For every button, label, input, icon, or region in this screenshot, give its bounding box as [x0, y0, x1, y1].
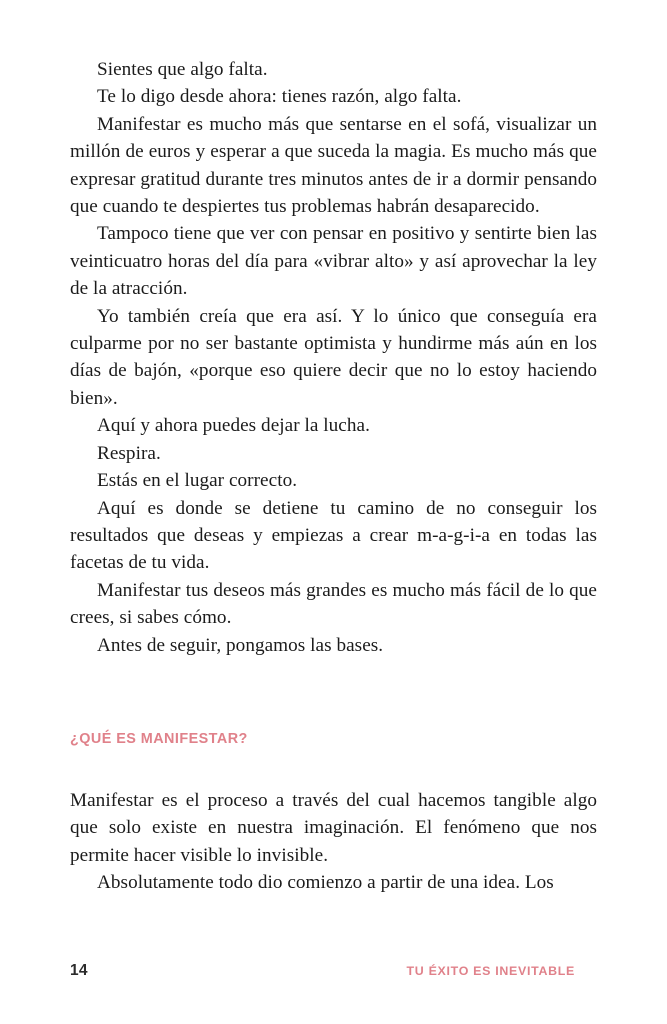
paragraph: Aquí es donde se detiene tu camino de no conseguir los resultados que deseas y empiezas a crear m-a-g-i-a en todas las facetas de tu vida. — [70, 497, 597, 574]
paragraph: Manifestar tus deseos más grandes es mucho más fácil de lo que crees, si sabes cómo. — [70, 579, 597, 629]
body-paragraphs — [70, 56, 597, 659]
page-content — [70, 56, 597, 897]
paragraph: Sientes que algo falta. — [97, 59, 268, 80]
paragraph: Manifestar es el proceso a través del cual hacemos tangible algo que solo existe en nuestra imaginación. El fenómeno que nos permite hacer visible lo invisible. — [70, 789, 597, 866]
paragraph: Manifestar es mucho más que sentarse en el sofá, visualizar un millón de euros y esperar a que suceda la magia. Es mucho más que expresar gratitud durante tres minutos antes de ir a dormir pensando que cuando te despiertes tus problemas habrán desaparecido. — [70, 113, 597, 218]
paragraph: Absolutamente todo dio comienzo a partir de una idea. Los — [97, 872, 554, 894]
section-heading: ¿QUÉ ES MANIFESTAR? — [70, 730, 248, 747]
page-footer — [70, 962, 597, 986]
paragraph: Tampoco tiene que ver con pensar en positivo y sentirte bien las veinticuatro horas del día para «vibrar alto» y así aprovechar la ley de la atracción. — [70, 223, 597, 300]
page-number: 14 — [70, 962, 88, 979]
paragraph: Te lo digo desde ahora: tienes razón, algo falta. — [97, 86, 462, 108]
running-head: TU ÉXITO ES INEVITABLE — [406, 964, 575, 978]
heading-spacer-above — [70, 659, 597, 729]
paragraph: Aquí y ahora puedes dejar la lucha. — [97, 415, 370, 437]
section-paragraphs — [70, 787, 597, 897]
paragraph: Estás en el lugar correcto. — [97, 470, 298, 492]
paragraph: Yo también creía que era así. Y lo único que conseguía era culparme por no ser bastante optimista y hundirme más aún en los días de bajón, «porque eso quiere decir que no lo estoy haciendo bien». — [70, 305, 597, 409]
paragraph: Respira. — [97, 442, 161, 464]
heading-spacer-below — [70, 749, 597, 787]
paragraph: Antes de seguir, pongamos las bases. — [97, 634, 384, 656]
